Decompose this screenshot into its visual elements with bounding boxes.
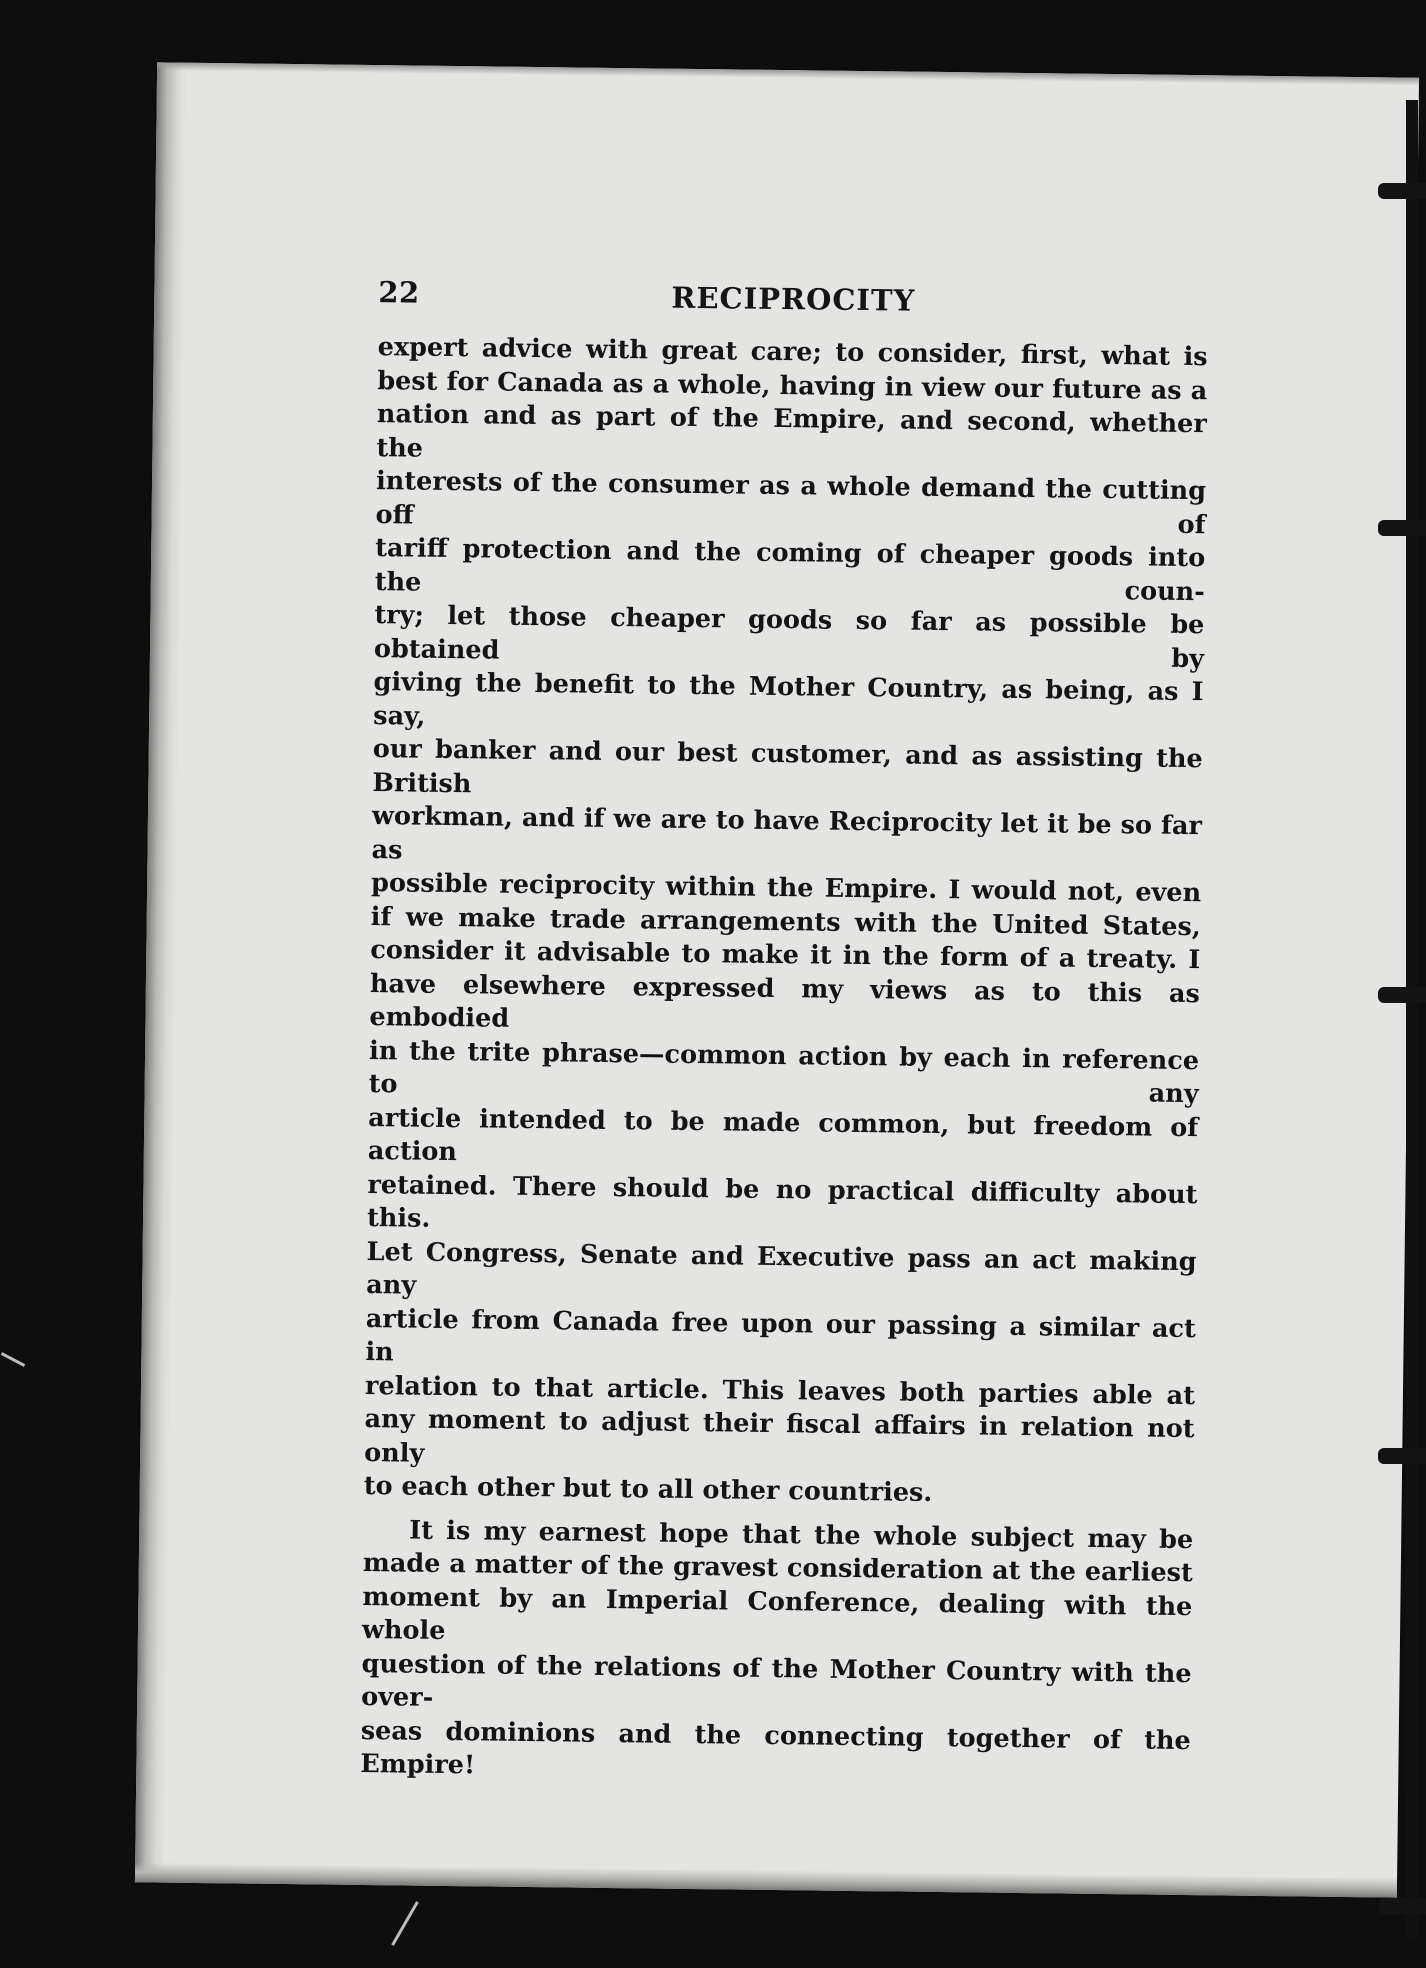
- text-line: question of the relations of the Mother Country with the over-: [361, 1648, 1192, 1713]
- text-line: retained. There should be no practical difficulty about this.: [366, 1169, 1198, 1234]
- page-left-edge: [135, 62, 187, 1882]
- text-line: interests of the consumer as a whole demand the cutting off of: [375, 466, 1207, 540]
- text-line: nation and as part of the Empire, and second, whether the: [376, 399, 1208, 464]
- binding-spine: [1406, 100, 1418, 1940]
- text-line: to each other but to all other countries.: [363, 1470, 933, 1508]
- text-line: giving the benefit to the Mother Country, as being, as I say,: [373, 667, 1204, 732]
- page-content: [360, 275, 1208, 1792]
- page-number: 22: [378, 275, 420, 310]
- book-page: [135, 62, 1419, 1897]
- page-top-edge: [157, 62, 1419, 85]
- text-line: moment by an Imperial Conference, dealing with the whole: [361, 1581, 1193, 1646]
- text-line: consider it advisable to make it in the form of a treaty. I: [370, 935, 1201, 976]
- text-line: article intended to be made common, but freedom of action: [367, 1102, 1199, 1168]
- text-line: article from Canada free upon our passing a similar act in: [365, 1303, 1196, 1368]
- text-line: if we make trade arrangements with the United States,: [370, 901, 1201, 942]
- running-title: RECIPROCITY: [671, 280, 916, 318]
- binding-stitch: [1378, 520, 1426, 536]
- binding-stitch: [1378, 987, 1426, 1003]
- binding-stitch: [1378, 1448, 1426, 1464]
- text-line: possible reciprocity within the Empire. I would not, even: [370, 868, 1202, 909]
- paragraph-2: [360, 1513, 1193, 1791]
- text-line: relation to that article. This leaves both parties able at: [364, 1370, 1196, 1411]
- text-line: expert advice with great care; to consider, first, what is: [377, 332, 1208, 373]
- text-line: any moment to adjust their fiscal affairs in relation not only: [364, 1403, 1195, 1469]
- scan-artifact-line: [391, 1901, 419, 1946]
- text-line: tariff protection and the coming of cheaper goods into the coun-: [374, 533, 1206, 607]
- text-line: Let Congress, Senate and Executive pass an act making any: [366, 1236, 1197, 1301]
- text-line: try; let those cheaper goods so far as possible be obtained by: [373, 600, 1205, 674]
- scan-artifact-line: [1, 1352, 25, 1367]
- binding-stitch: [1378, 1898, 1426, 1914]
- binding-stitch: [1378, 183, 1426, 199]
- text-line: our banker and our best customer, and as assisting the British: [372, 734, 1203, 799]
- text-line: best for Canada as a whole, having in view our future as a: [377, 365, 1208, 406]
- text-line: in the trite phrase—common action by each in reference to any: [368, 1035, 1200, 1110]
- text-line: seas dominions and the connecting together of the Empire!: [360, 1715, 1191, 1781]
- page-bottom-edge: [135, 1862, 1397, 1897]
- text-line: It is my earnest hope that the whole subject may be: [409, 1515, 1194, 1555]
- running-head: [378, 275, 1209, 335]
- text-line: made a matter of the gravest consideration at the earliest: [362, 1547, 1193, 1589]
- text-line: workman, and if we are to have Reciprocity let it be so far as: [371, 801, 1203, 865]
- paragraph-1: [364, 331, 1208, 1514]
- text-line: have elsewhere expressed my views as to this as embodied: [369, 968, 1201, 1034]
